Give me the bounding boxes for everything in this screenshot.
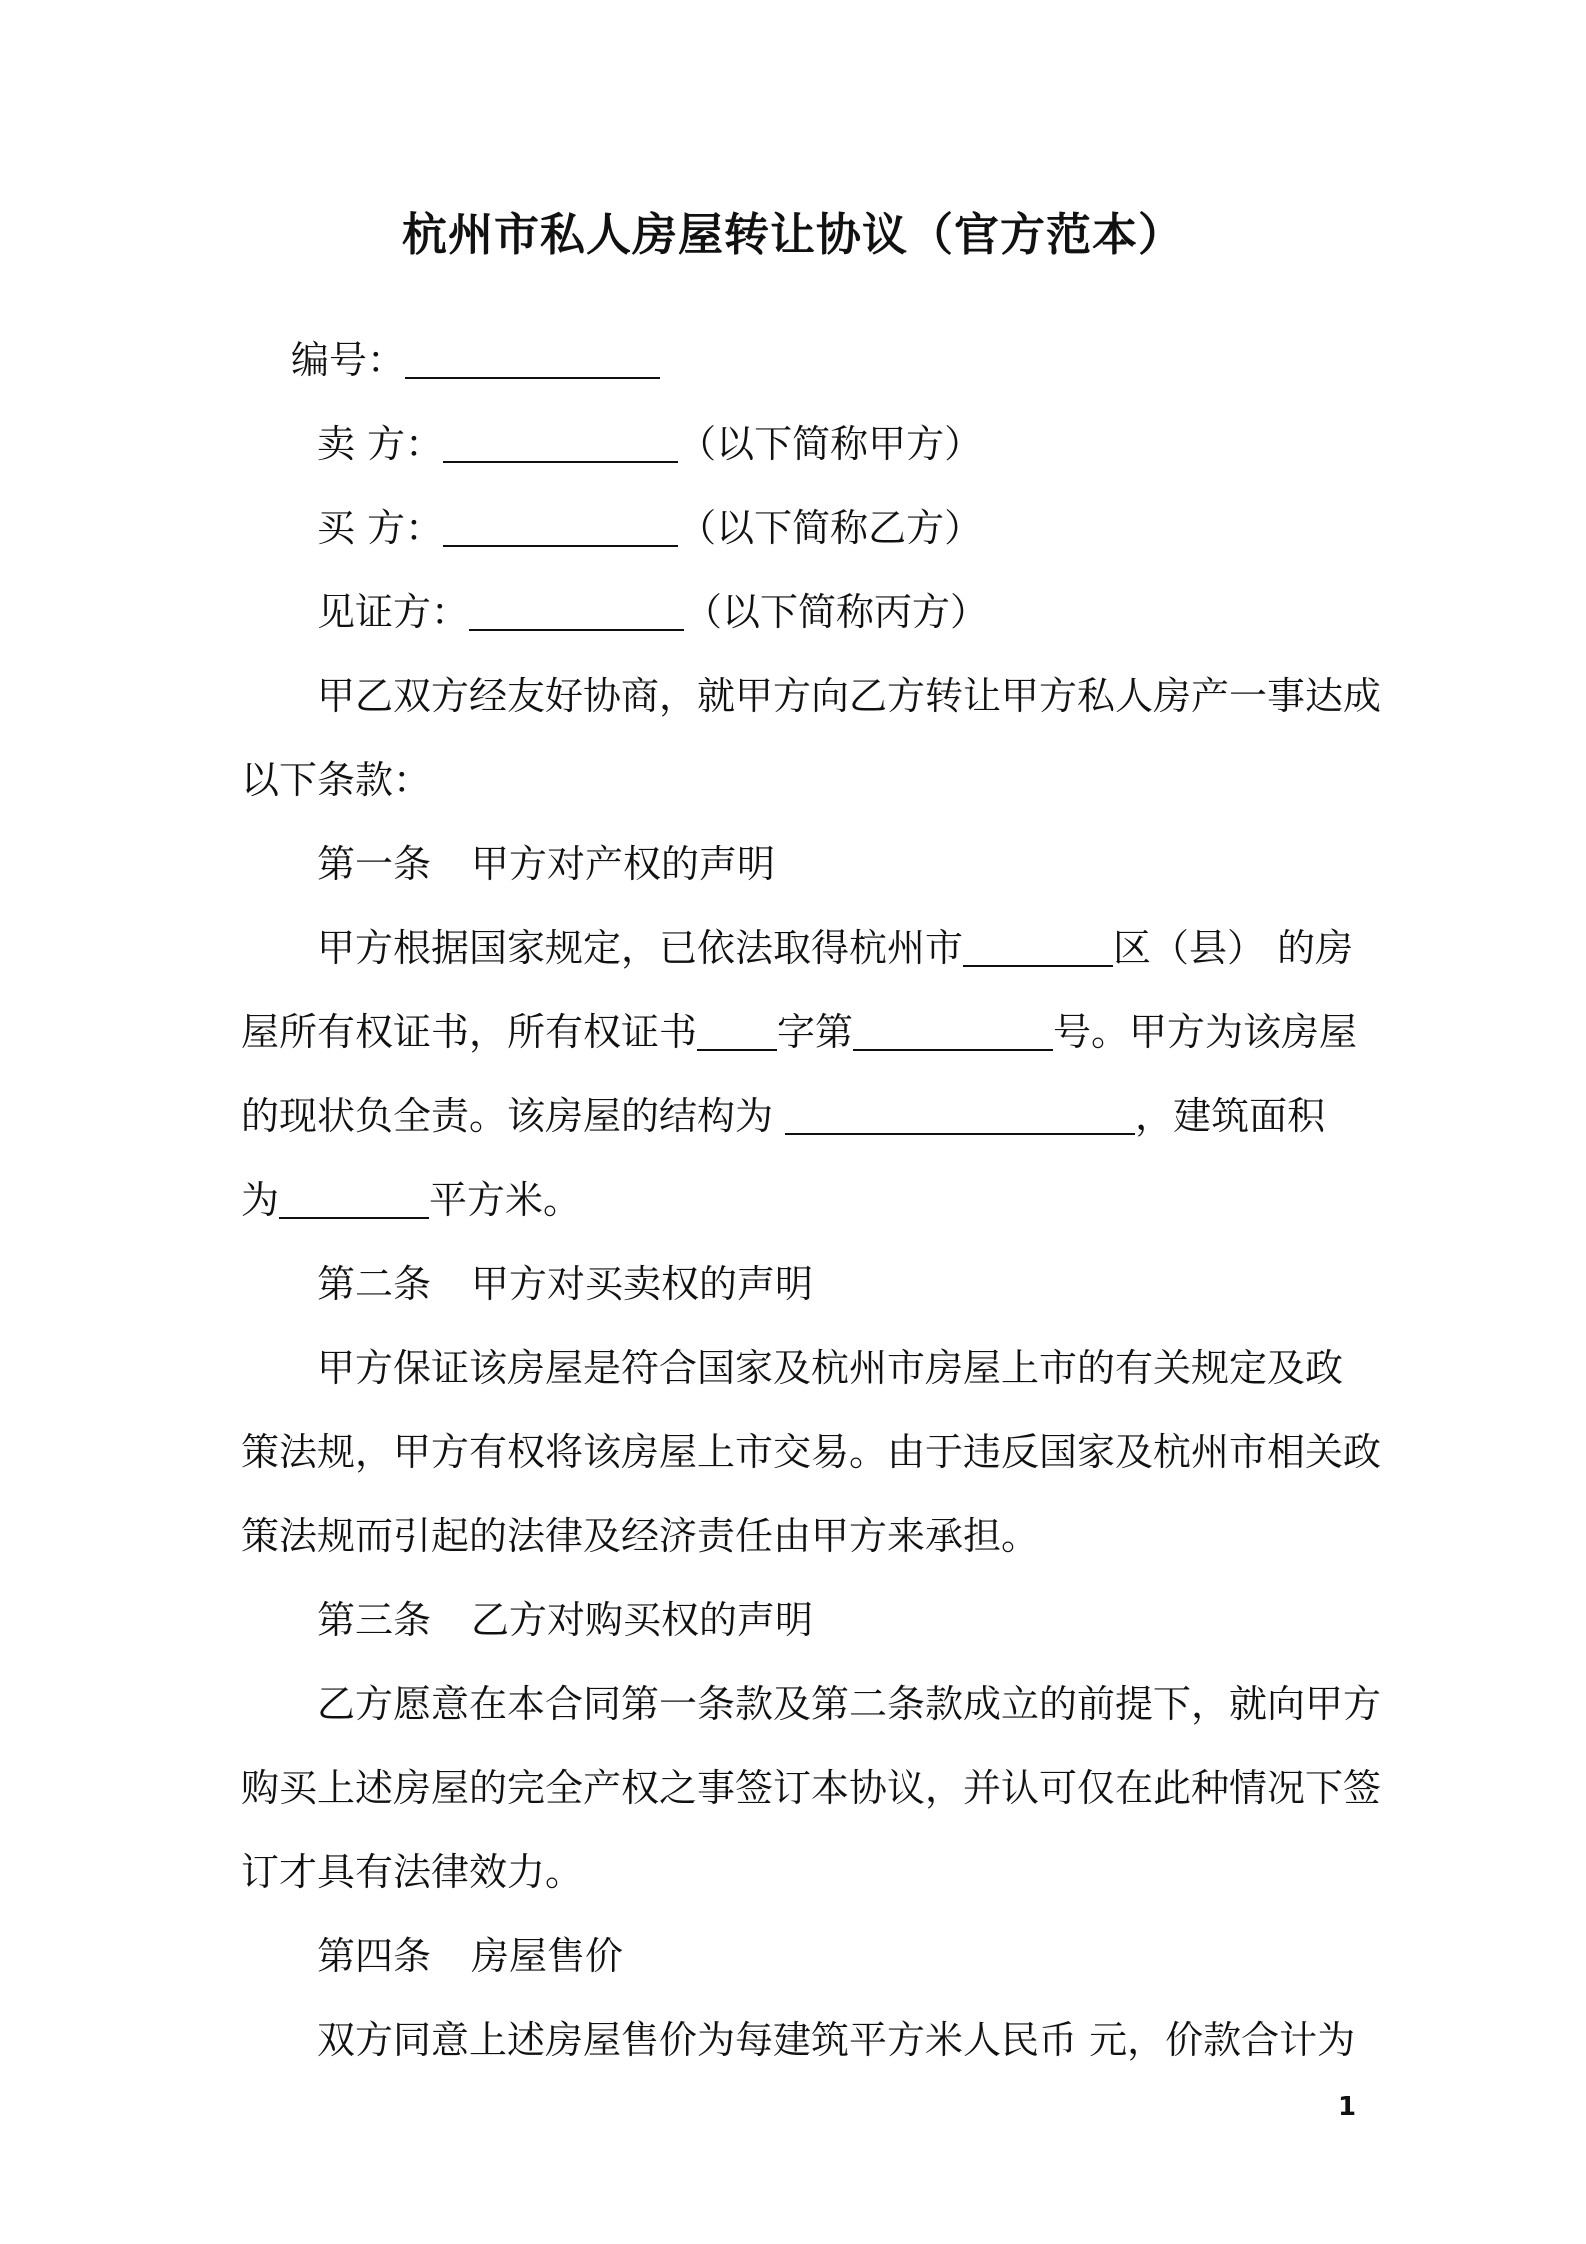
article1-number: 第一条 <box>317 842 432 886</box>
certificate-number-blank <box>853 1013 1053 1051</box>
article1-line-4 <box>241 1174 1361 1226</box>
area-blank <box>279 1181 429 1219</box>
witness-blank <box>469 593 684 631</box>
article1-text: 甲方根据国家规定，已依法取得杭州市 <box>317 926 964 970</box>
number-label: 编号： <box>291 338 406 382</box>
article3-heading <box>241 1594 1437 1646</box>
article2-heading-text: 甲方对买卖权的声明 <box>471 1262 814 1306</box>
article1-text: 屋所有权证书，所有权证书 <box>241 1010 698 1054</box>
document-title: 杭州市私人房屋转让协议（官方范本） <box>401 208 1184 261</box>
article1-line-3 <box>241 1090 1361 1142</box>
buyer-suffix: （以下简称乙方） <box>678 506 983 550</box>
seller-suffix: （以下简称甲方） <box>678 422 983 466</box>
article3-line-1: 乙方愿意在本合同第一条款及第二条款成立的前提下，就向甲方 <box>317 1682 1382 1726</box>
article1-line-2 <box>241 1006 1361 1058</box>
preamble-line-1: 甲乙双方经友好协商，就甲方向乙方转让甲方私人房产一事达成 <box>317 674 1382 718</box>
number-field <box>241 334 1411 386</box>
witness-label: 见证方： <box>317 590 470 634</box>
buyer-blank <box>443 509 678 547</box>
article3-line-2: 购买上述房屋的完全产权之事签订本协议，并认可仅在此种情况下签 <box>241 1766 1382 1810</box>
article2-number: 第二条 <box>317 1262 432 1306</box>
article3-heading-text: 乙方对购买权的声明 <box>471 1598 814 1642</box>
article3-number: 第三条 <box>317 1598 432 1642</box>
article1-text: 区（县） 的房 <box>1113 926 1354 970</box>
article2-line-2: 策法规，甲方有权将该房屋上市交易。由于违反国家及杭州市相关政 <box>241 1430 1382 1474</box>
certificate-prefix-blank <box>697 1013 777 1051</box>
number-blank <box>405 341 660 379</box>
article1-text: 号。甲方为该房屋 <box>1053 1010 1358 1054</box>
page-number: 1 <box>1338 2092 1357 2122</box>
article1-line-1 <box>241 922 1437 974</box>
preamble-line-2: 以下条款： <box>241 758 432 802</box>
article1-text: 字第 <box>777 1010 854 1054</box>
article4-heading-text: 房屋售价 <box>471 1934 624 1978</box>
article1-text: ，建筑面积 <box>1135 1094 1326 1138</box>
witness-field <box>241 586 1361 638</box>
article1-text: 的现状负全责。该房屋的结构为 <box>241 1094 786 1138</box>
witness-suffix: （以下简称丙方） <box>684 590 989 634</box>
article4-number: 第四条 <box>317 1934 432 1978</box>
article1-heading <box>241 838 1437 890</box>
article2-heading <box>241 1258 1437 1310</box>
structure-blank <box>785 1097 1135 1135</box>
article2-line-3: 策法规而引起的法律及经济责任由甲方来承担。 <box>241 1514 1040 1558</box>
article2-line-1: 甲方保证该房屋是符合国家及杭州市房屋上市的有关规定及政 <box>317 1346 1344 1390</box>
article1-text: 平方米。 <box>429 1178 582 1222</box>
article4-heading <box>241 1930 1437 1982</box>
article1-text: 为 <box>241 1178 280 1222</box>
seller-field <box>241 418 1361 470</box>
seller-label: 卖 方： <box>317 422 444 466</box>
buyer-field <box>241 502 1361 554</box>
article4-line-1: 双方同意上述房屋售价为每建筑平方米人民币 元，价款合计为 <box>317 2018 1356 2062</box>
article1-heading-text: 甲方对产权的声明 <box>471 842 776 886</box>
buyer-label: 买 方： <box>317 506 444 550</box>
seller-blank <box>443 425 678 463</box>
article3-line-3: 订才具有法律效力。 <box>241 1850 584 1894</box>
district-blank <box>963 929 1113 967</box>
